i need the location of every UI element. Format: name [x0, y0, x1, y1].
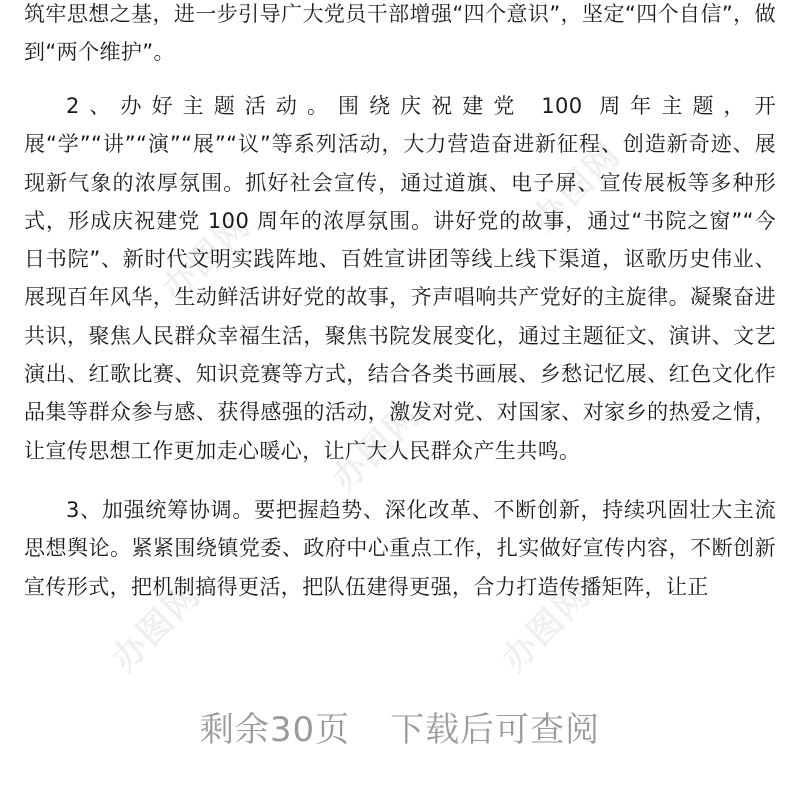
watermark-5: 办图网 — [494, 574, 599, 680]
paragraph-3: 3、加强统筹协调。要把握趋势、深化改革、不断创新，持续巩固壮大主流思想舆论。紧紧围绕镇党委、政府中心重点工作，扎实做好宣传内容，不断创新宣传形式，把机制搞得更活，把队伍建得更强，合力打造传播矩阵，让正 — [24, 498, 776, 599]
remaining-pages-label: 剩余30页 — [199, 710, 351, 750]
watermark-1: 办图网 — [154, 204, 259, 310]
watermark-4: 办图网 — [104, 574, 209, 680]
download-prompt[interactable] — [0, 700, 800, 760]
watermark-2: 办图网 — [524, 134, 629, 240]
paragraph-1: 筑牢思想之基，进一步引导广大党员干部增强“四个意识”，坚定“四个自信”，做到“两个维护”。 — [24, 2, 776, 65]
paragraph-2: 2、办好主题活动。围绕庆祝建党 100 周年主题，开展“学”“讲”“演”“展”“议”等系列活动，大力营造奋进新征程、创造新奇迹、展现新气象的浓厚氛围。抓好社会宣传，通过道旗、电子屏、宣传展板等多种形式，形成庆祝建党 100 周年的浓厚氛围。讲好党的故事，通过“书院之窗”“今日书院”、新时代文明实践阵地、百姓宣讲团等线上线下渠道，讴歌历史伟业、展现百年风华，生动鲜活讲好党的故事，齐声唱响共产党好的主旋律。凝聚奋进共识，聚焦人民群众幸福生活，聚焦书院发展变化，通过主题征文、演讲、文艺演出、红歌比赛、知识竞赛等方式，结合各类书画展、乡愁记忆展、红色文化作品集等群众参与感、获得感强的活动，激发对党、对国家、对家乡的热爱之情，让宣传思想工作更加走心暖心，让广大人民群众产生共鸣。 — [24, 94, 776, 463]
download-to-view-label: 下载后可查阅 — [390, 710, 601, 750]
watermark-3: 办图网 — [324, 394, 429, 500]
